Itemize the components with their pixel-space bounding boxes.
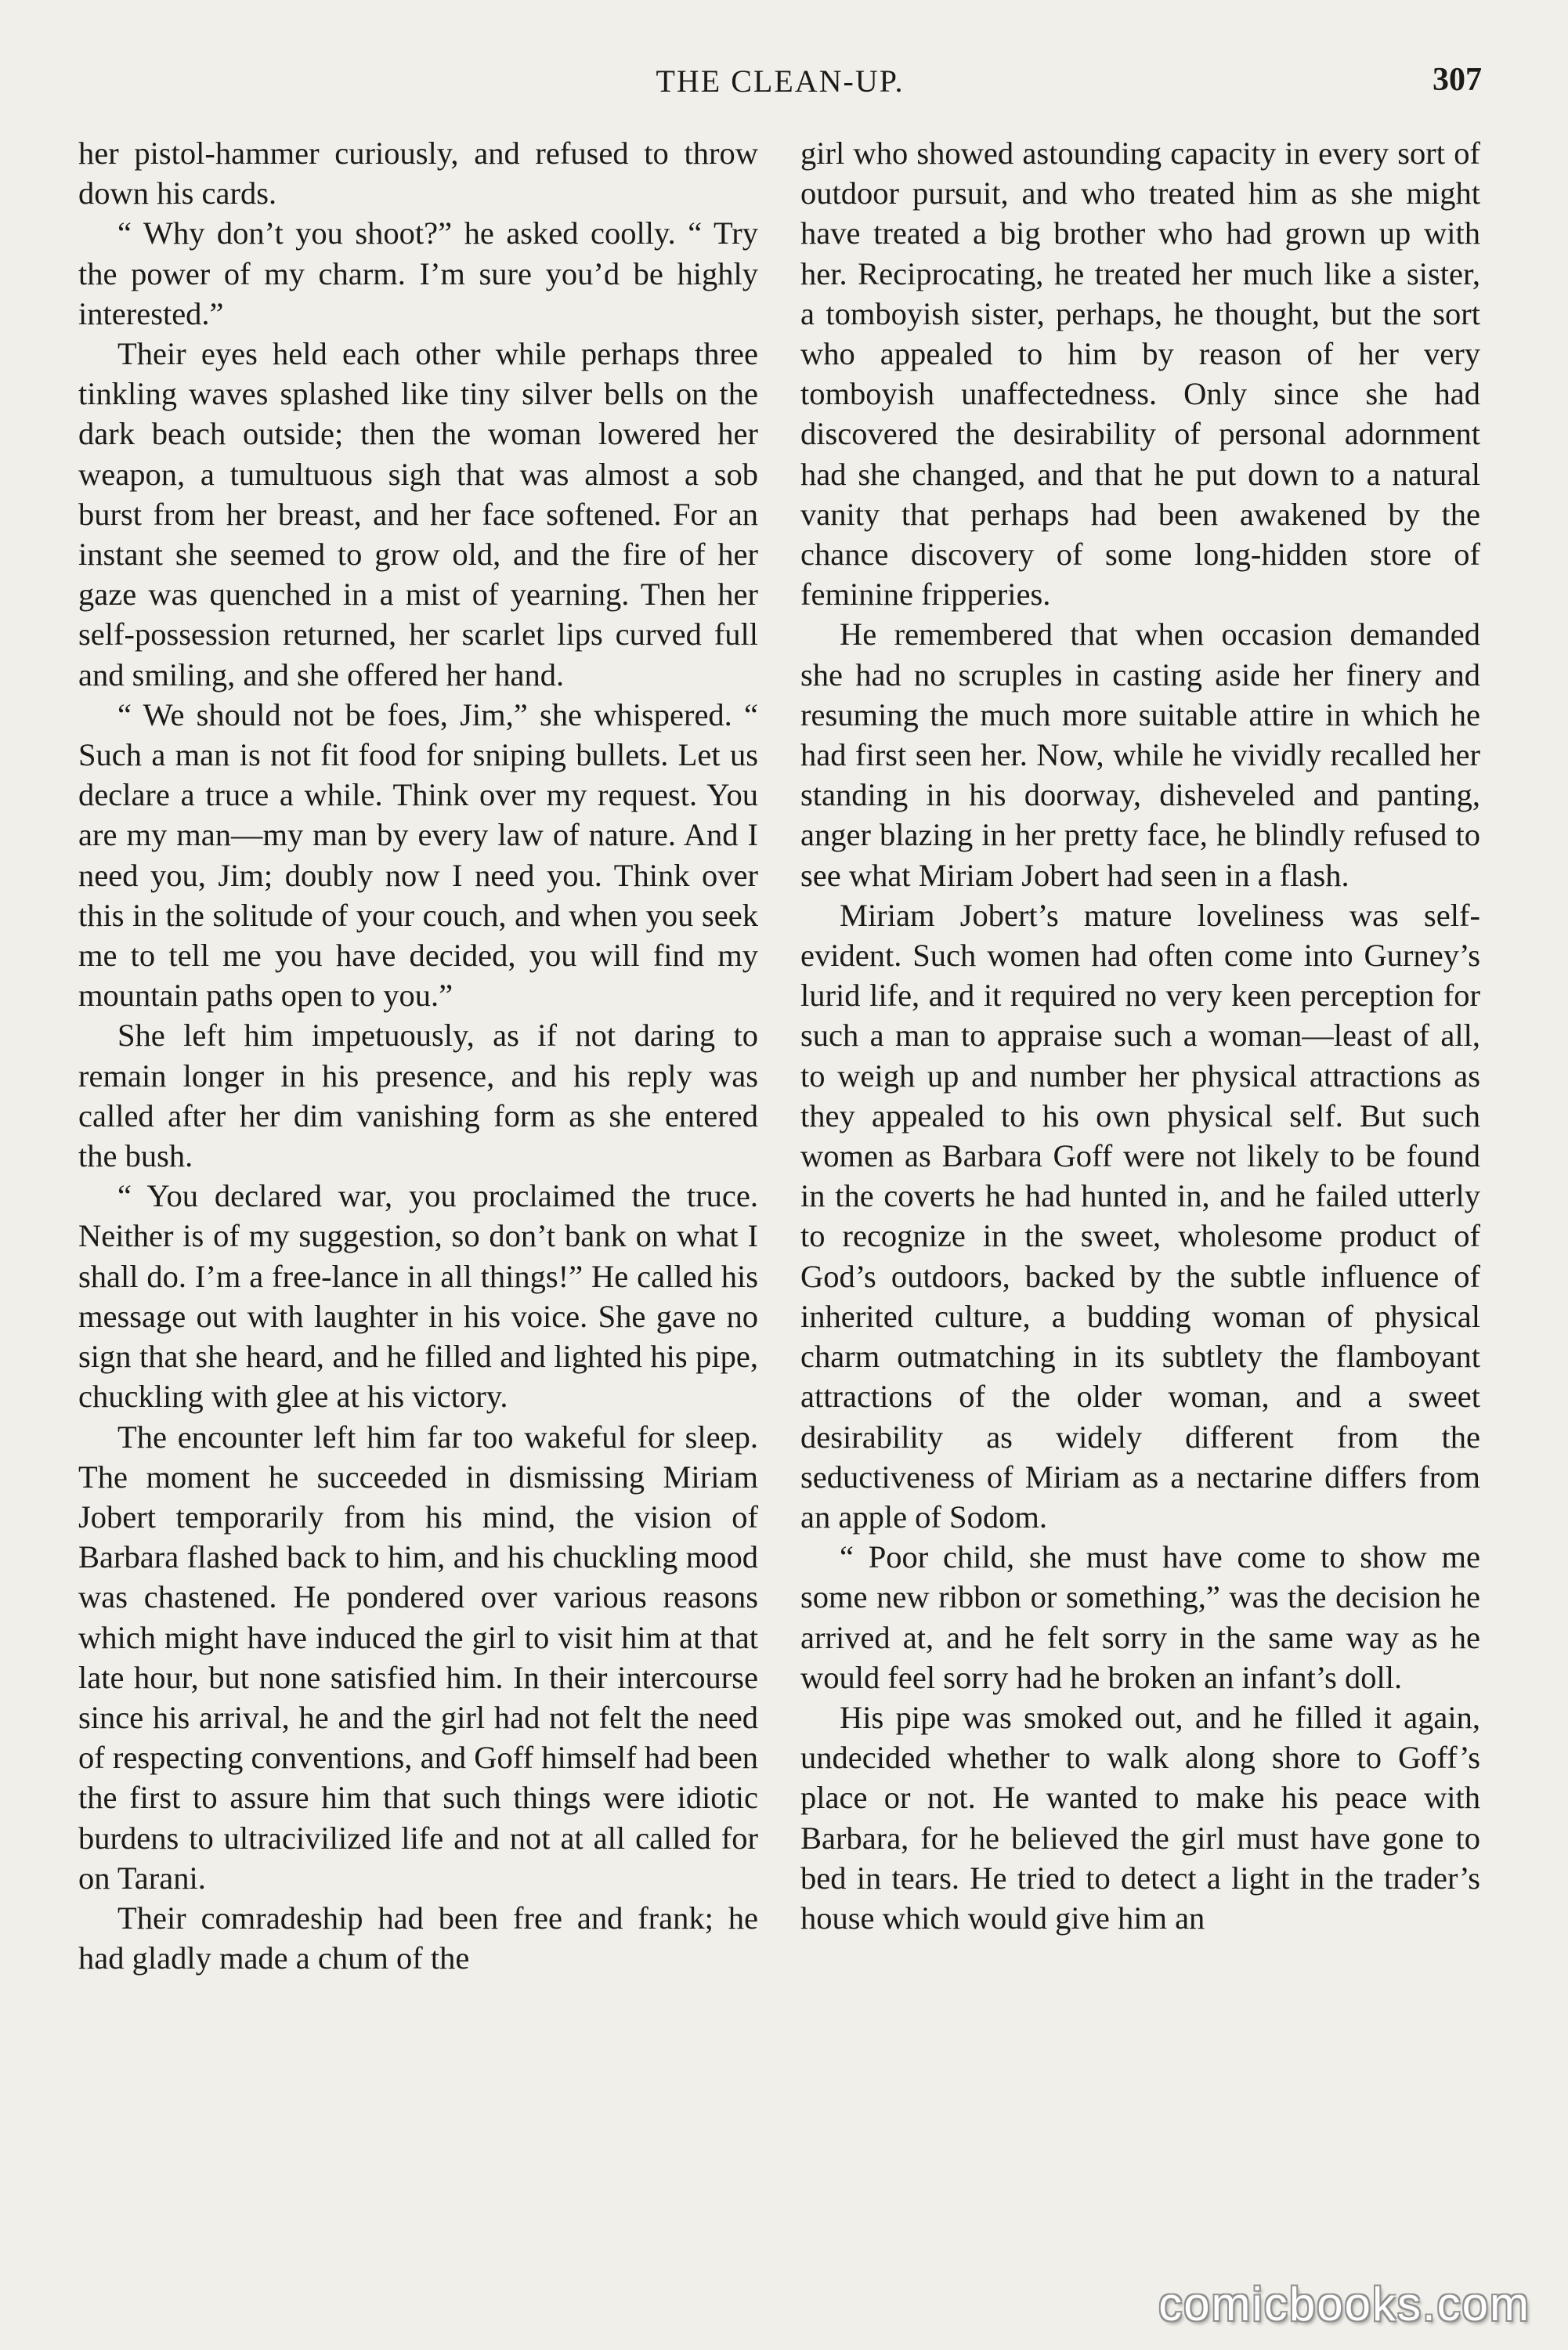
paragraph: Miriam Jobert’s mature loveliness was self-evident. Such women had often come into Gurney’s lurid life, and it required no very keen perception for such a man to appraise such a woman—least of all, to weigh up and number her physical attractions as they appealed to his own physical self. But such women as Barbara Goff were not likely to be found in the coverts he had hunted in, and he failed utterly to recognize in the sweet, wholesome product of God’s outdoors, backed by the subtle influence of inherited culture, a budding woman of physical charm outmatching in its subtlety the flamboyant attractions of the older woman, and a sweet desirability as widely different from the seductiveness of Miriam as a nectarine differs from an apple of Sodom.: [800, 897, 1480, 1535]
paragraph: Their comradeship had been free and frank; he had gladly made a chum of the: [78, 1900, 758, 1976]
paragraph: His pipe was smoked out, and he filled it again, undecided whether to walk along shore to Goff’s place or not. He wanted to make his peace with Barbara, for he believed the girl must have gone to bed in tears. He tried to detect a light in the trader’s house which would give him an: [800, 1699, 1480, 1936]
paragraph: Their eyes held each other while perhaps three tinkling waves splashed like tiny silver bells on the dark beach outside; then the woman lowered her weapon, a tumultuous sigh that was almost a sob burst from her breast, and her face softened. For an instant she seemed to grow old, and the fire of her gaze was quenched in a mist of yearning. Then her self-possession returned, her scarlet lips curved full and smiling, and she offered her hand.: [78, 336, 758, 692]
paragraph: She left him impetuously, as if not daring to remain longer in his presence, and his reply was called after her dim vanishing form as she entered the bush.: [78, 1018, 758, 1174]
right-column: [800, 133, 1480, 1938]
paragraph: “ You declared war, you proclaimed the truce. Neither is of my suggestion, so don’t bank on what I shall do. I’m a free-lance in all things!” He called his message out with laughter in his voice. She gave no sign that she heard, and he filled and lighted his pipe, chuckling with glee at his victory.: [78, 1178, 758, 1415]
paragraph: The encounter left him far too wakeful for sleep. The moment he succeeded in dismissing Miriam Jobert temporarily from his mind, the vision of Barbara flashed back to him, and his chuckling mood was chastened. He pondered over various reasons which might have induced the girl to visit him at that late hour, but none satisfied him. In their intercourse since his arrival, he and the girl had not felt the need of respecting conventions, and Goff himself had been the first to assure him that such things were idiotic burdens to ultracivilized life and not at all called for on Tarani.: [78, 1419, 758, 1896]
paragraph: “ Why don’t you shoot?” he asked coolly. “ Try the power of my charm. I’m sure you’d be highly interested.”: [78, 215, 758, 331]
running-title: THE CLEAN-UP.: [656, 63, 905, 99]
page-number: 307: [1433, 62, 1482, 98]
paragraph: girl who showed astounding capacity in every sort of outdoor pursuit, and who treated him as she might have treated a big brother who had grown up with her. Reciprocating, he treated her much like a sister, a tomboyish sister, perhaps, he thought, but the sort who appealed to him by reason of her very tomboyish unaffectedness. Only since she had discovered the desirability of personal adornment had she changed, and that he put down to a natural vanity that perhaps had been awakened by the chance discovery of some long-hidden store of feminine fripperies.: [800, 136, 1480, 613]
watermark: comicbooks.com: [1158, 2278, 1530, 2330]
paragraph: “ We should not be foes, Jim,” she whispered. “ Such a man is not fit food for sniping bullets. Let us declare a truce a while. Think over my request. You are my man—my man by every law of nature. And I need you, Jim; doubly now I need you. Think over this in the solitude of your couch, and when you seek me to tell me you have decided, you will find my mountain paths open to you.”: [78, 696, 758, 1014]
paragraph: her pistol-hammer curiously, and refused to throw down his cards.: [78, 136, 758, 212]
paragraph: He remembered that when occasion demanded she had no scruples in casting aside her finery and resuming the much more suitable attire in which he had first seen her. Now, while he vividly recalled her standing in his doorway, disheveled and panting, anger blazing in her pretty face, he blindly refused to see what Miriam Jobert had seen in a flash.: [800, 616, 1480, 893]
page-header: [78, 61, 1482, 108]
left-column: [78, 133, 758, 1978]
paragraph: “ Poor child, she must have come to show me some new ribbon or something,” was the decision he arrived at, and he felt sorry in the same way as he would feel sorry had he broken an infant’s doll.: [800, 1539, 1480, 1695]
